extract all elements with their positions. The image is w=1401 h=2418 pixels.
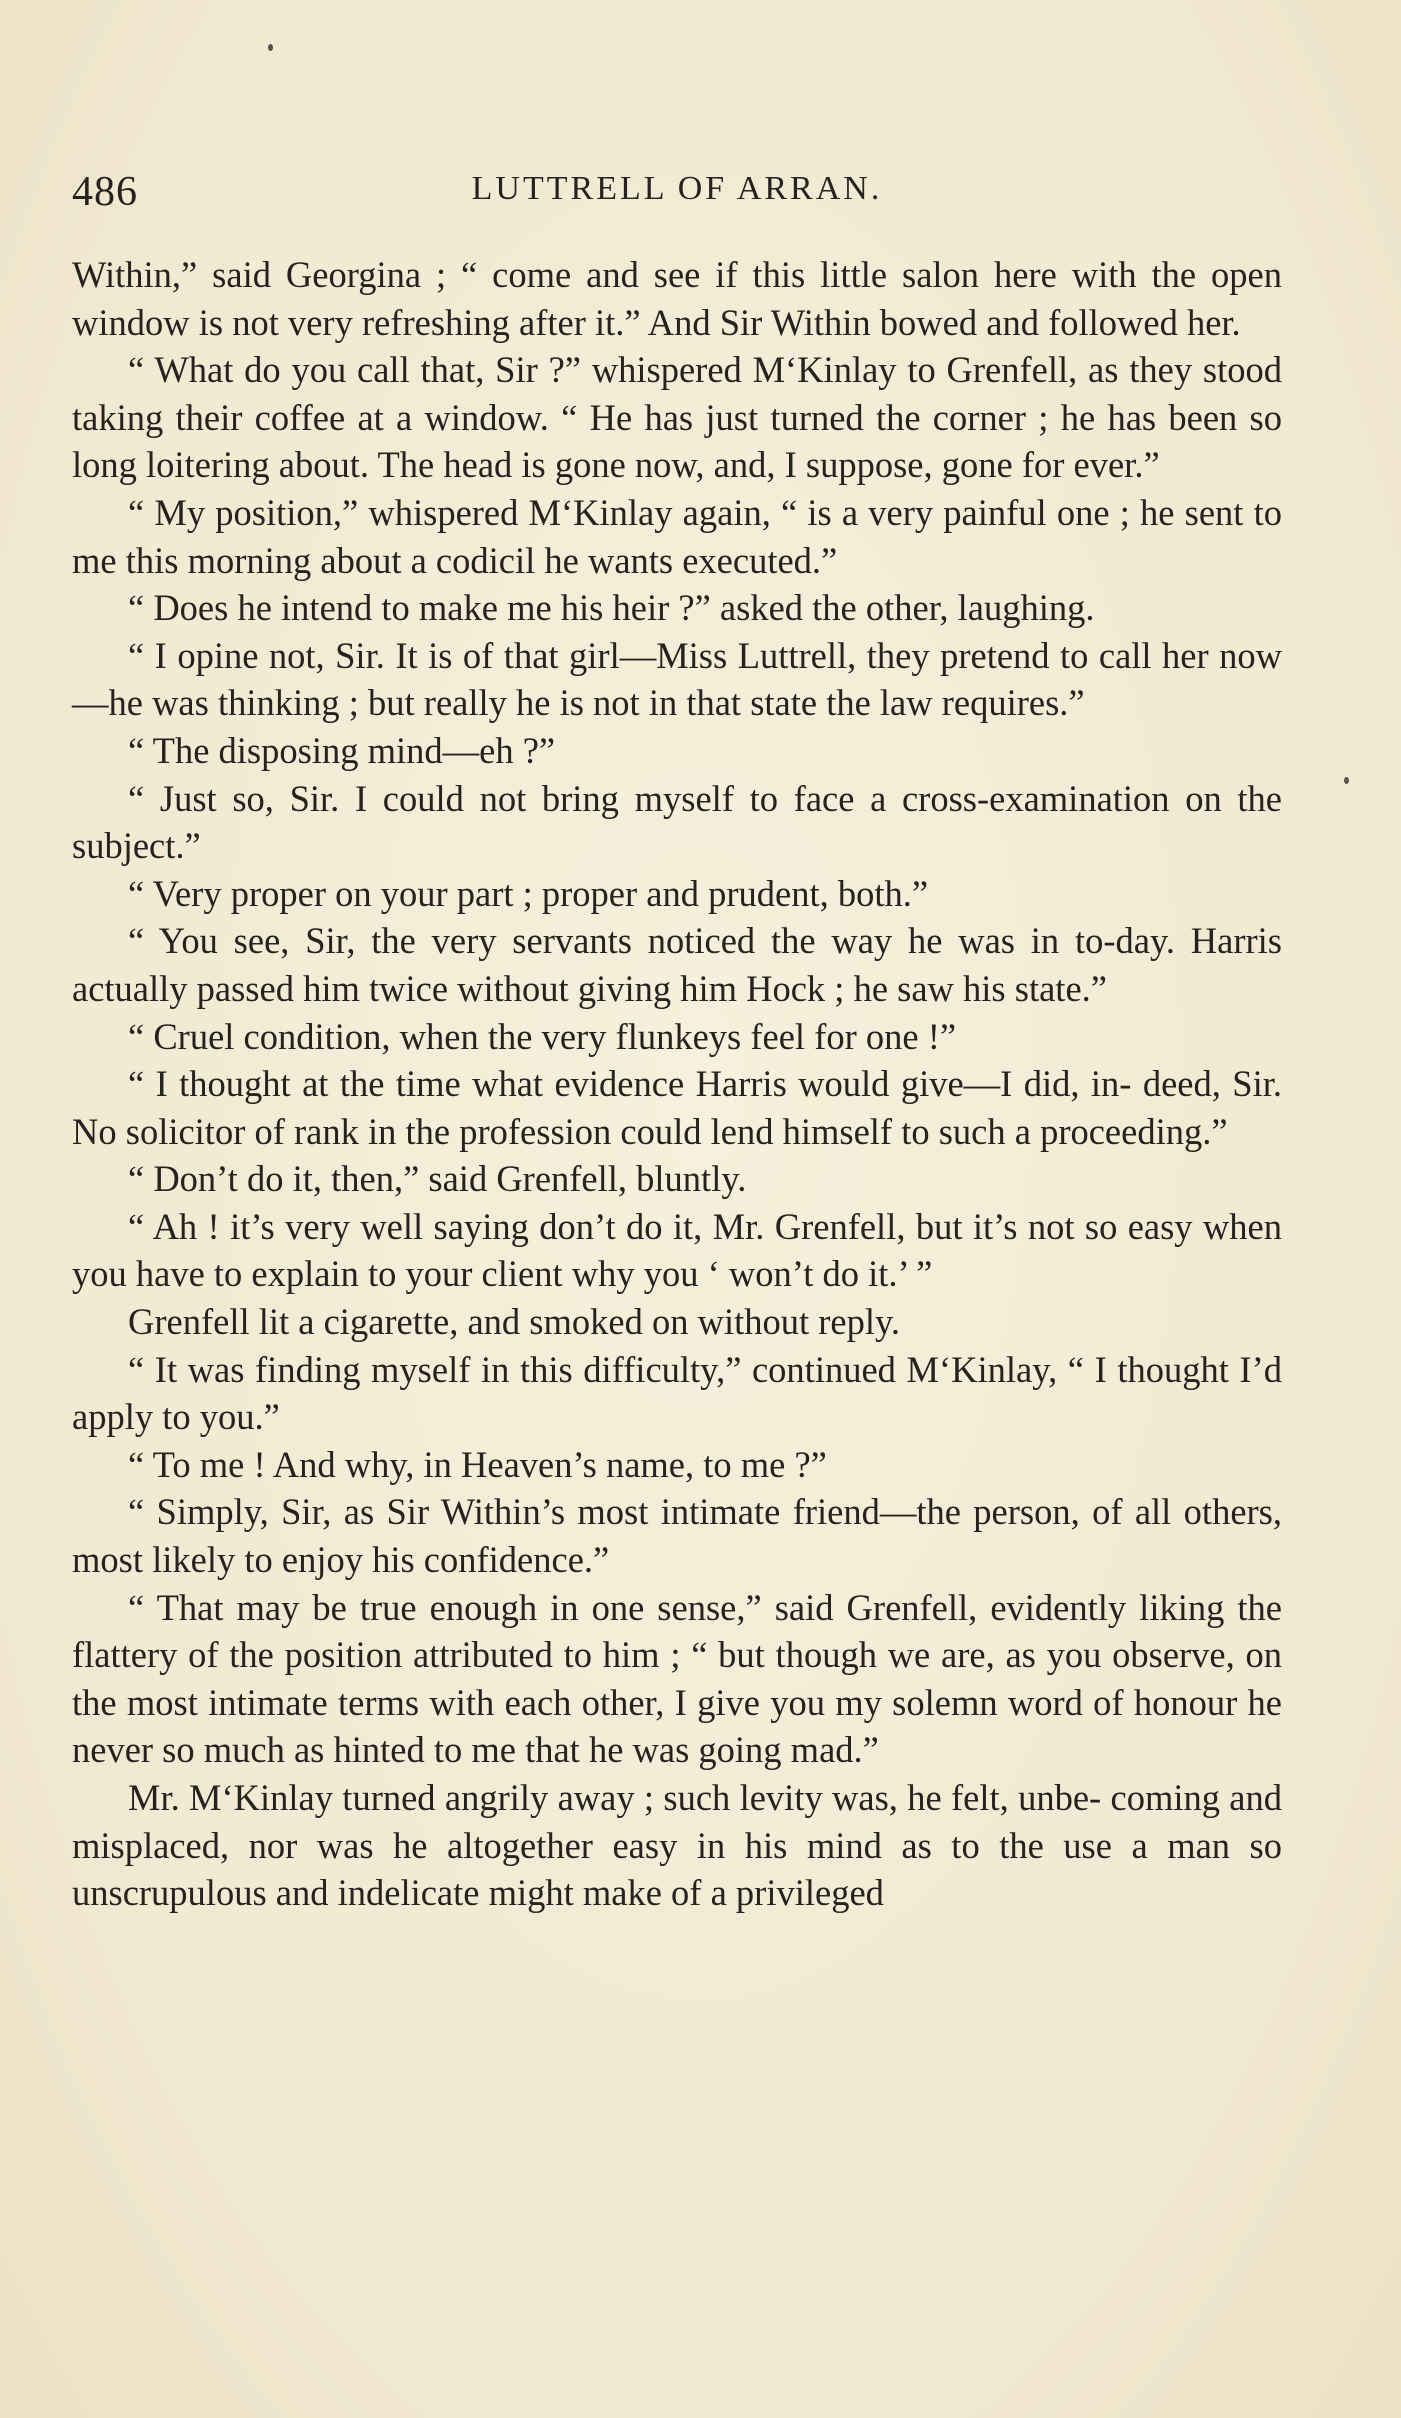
- running-head: LUTTRELL OF ARRAN.: [471, 170, 883, 207]
- paragraph: “ I thought at the time what evidence Harris would give—I did, in- deed, Sir. No solicitor of rank in the profession could lend himself to such a proceeding.”: [72, 1063, 1282, 1152]
- paragraph: “ It was finding myself in this difficulty,” continued M‘Kinlay, “ I thought I’d apply to you.”: [72, 1348, 1282, 1438]
- body-text: [72, 251, 1282, 1917]
- paragraph: “ To me ! And why, in Heaven’s name, to me ?”: [128, 1443, 827, 1485]
- paragraph: “ Just so, Sir. I could not bring myself to face a cross-examination on the subject.”: [72, 777, 1282, 867]
- paragraph: Mr. M‘Kinlay turned angrily away ; such levity was, he felt, unbe- coming and misplaced, nor was he altogether easy in his mind as to the use a man so unscrupulous and indelicate might make of a privileged: [72, 1777, 1282, 1914]
- ink-speck: [1344, 777, 1349, 784]
- paragraph: “ That may be true enough in one sense,” said Grenfell, evidently liking the flattery of the position attributed to him ; “ but though we are, as you observe, on the most intimate terms with each other, I give you my solemn word of honour he never so much as hinted to me that he was going mad.”: [72, 1586, 1282, 1771]
- paragraph: “ Does he intend to make me his heir ?” asked the other, laughing.: [128, 587, 1095, 629]
- page-number: 486: [72, 169, 138, 215]
- paragraph: Within,” said Georgina ; “ come and see if this little salon here with the open window is not very refreshing after it.” And Sir Within bowed and followed her.: [72, 254, 1282, 343]
- paragraph: “ I opine not, Sir. It is of that girl—Miss Luttrell, they pretend to call her now—he was thinking ; but really he is not in that state the law requires.”: [72, 634, 1282, 724]
- paragraph: “ Don’t do it, then,” said Grenfell, bluntly.: [128, 1158, 747, 1200]
- paragraph: Grenfell lit a cigarette, and smoked on without reply.: [128, 1301, 901, 1343]
- paragraph: “ My position,” whispered M‘Kinlay again, “ is a very painful one ; he sent to me this morning about a codicil he wants executed.”: [72, 491, 1282, 581]
- ink-speck: [268, 44, 273, 51]
- paragraph: “ The disposing mind—eh ?”: [128, 729, 556, 771]
- paragraph: “ Very proper on your part ; proper and prudent, both.”: [128, 872, 929, 914]
- page-header: [72, 168, 1282, 228]
- paragraph: “ Ah ! it’s very well saying don’t do it, Mr. Grenfell, but it’s not so easy when you have to explain to your client why you ‘ won’t do it.’ ”: [72, 1205, 1282, 1295]
- paragraph: “ Cruel condition, when the very flunkeys feel for one !”: [128, 1015, 957, 1057]
- paragraph: “ You see, Sir, the very servants noticed the way he was in to-day. Harris actually passed him twice without giving him Hock ; he saw his state.”: [72, 920, 1282, 1009]
- paragraph: “ What do you call that, Sir ?” whispered M‘Kinlay to Grenfell, as they stood taking their coffee at a window. “ He has just turned the corner ; he has been so long loitering about. The head is gone now, and, I suppose, gone for ever.”: [72, 349, 1282, 486]
- paragraph: “ Simply, Sir, as Sir Within’s most intimate friend—the person, of all others, most likely to enjoy his confidence.”: [72, 1491, 1282, 1581]
